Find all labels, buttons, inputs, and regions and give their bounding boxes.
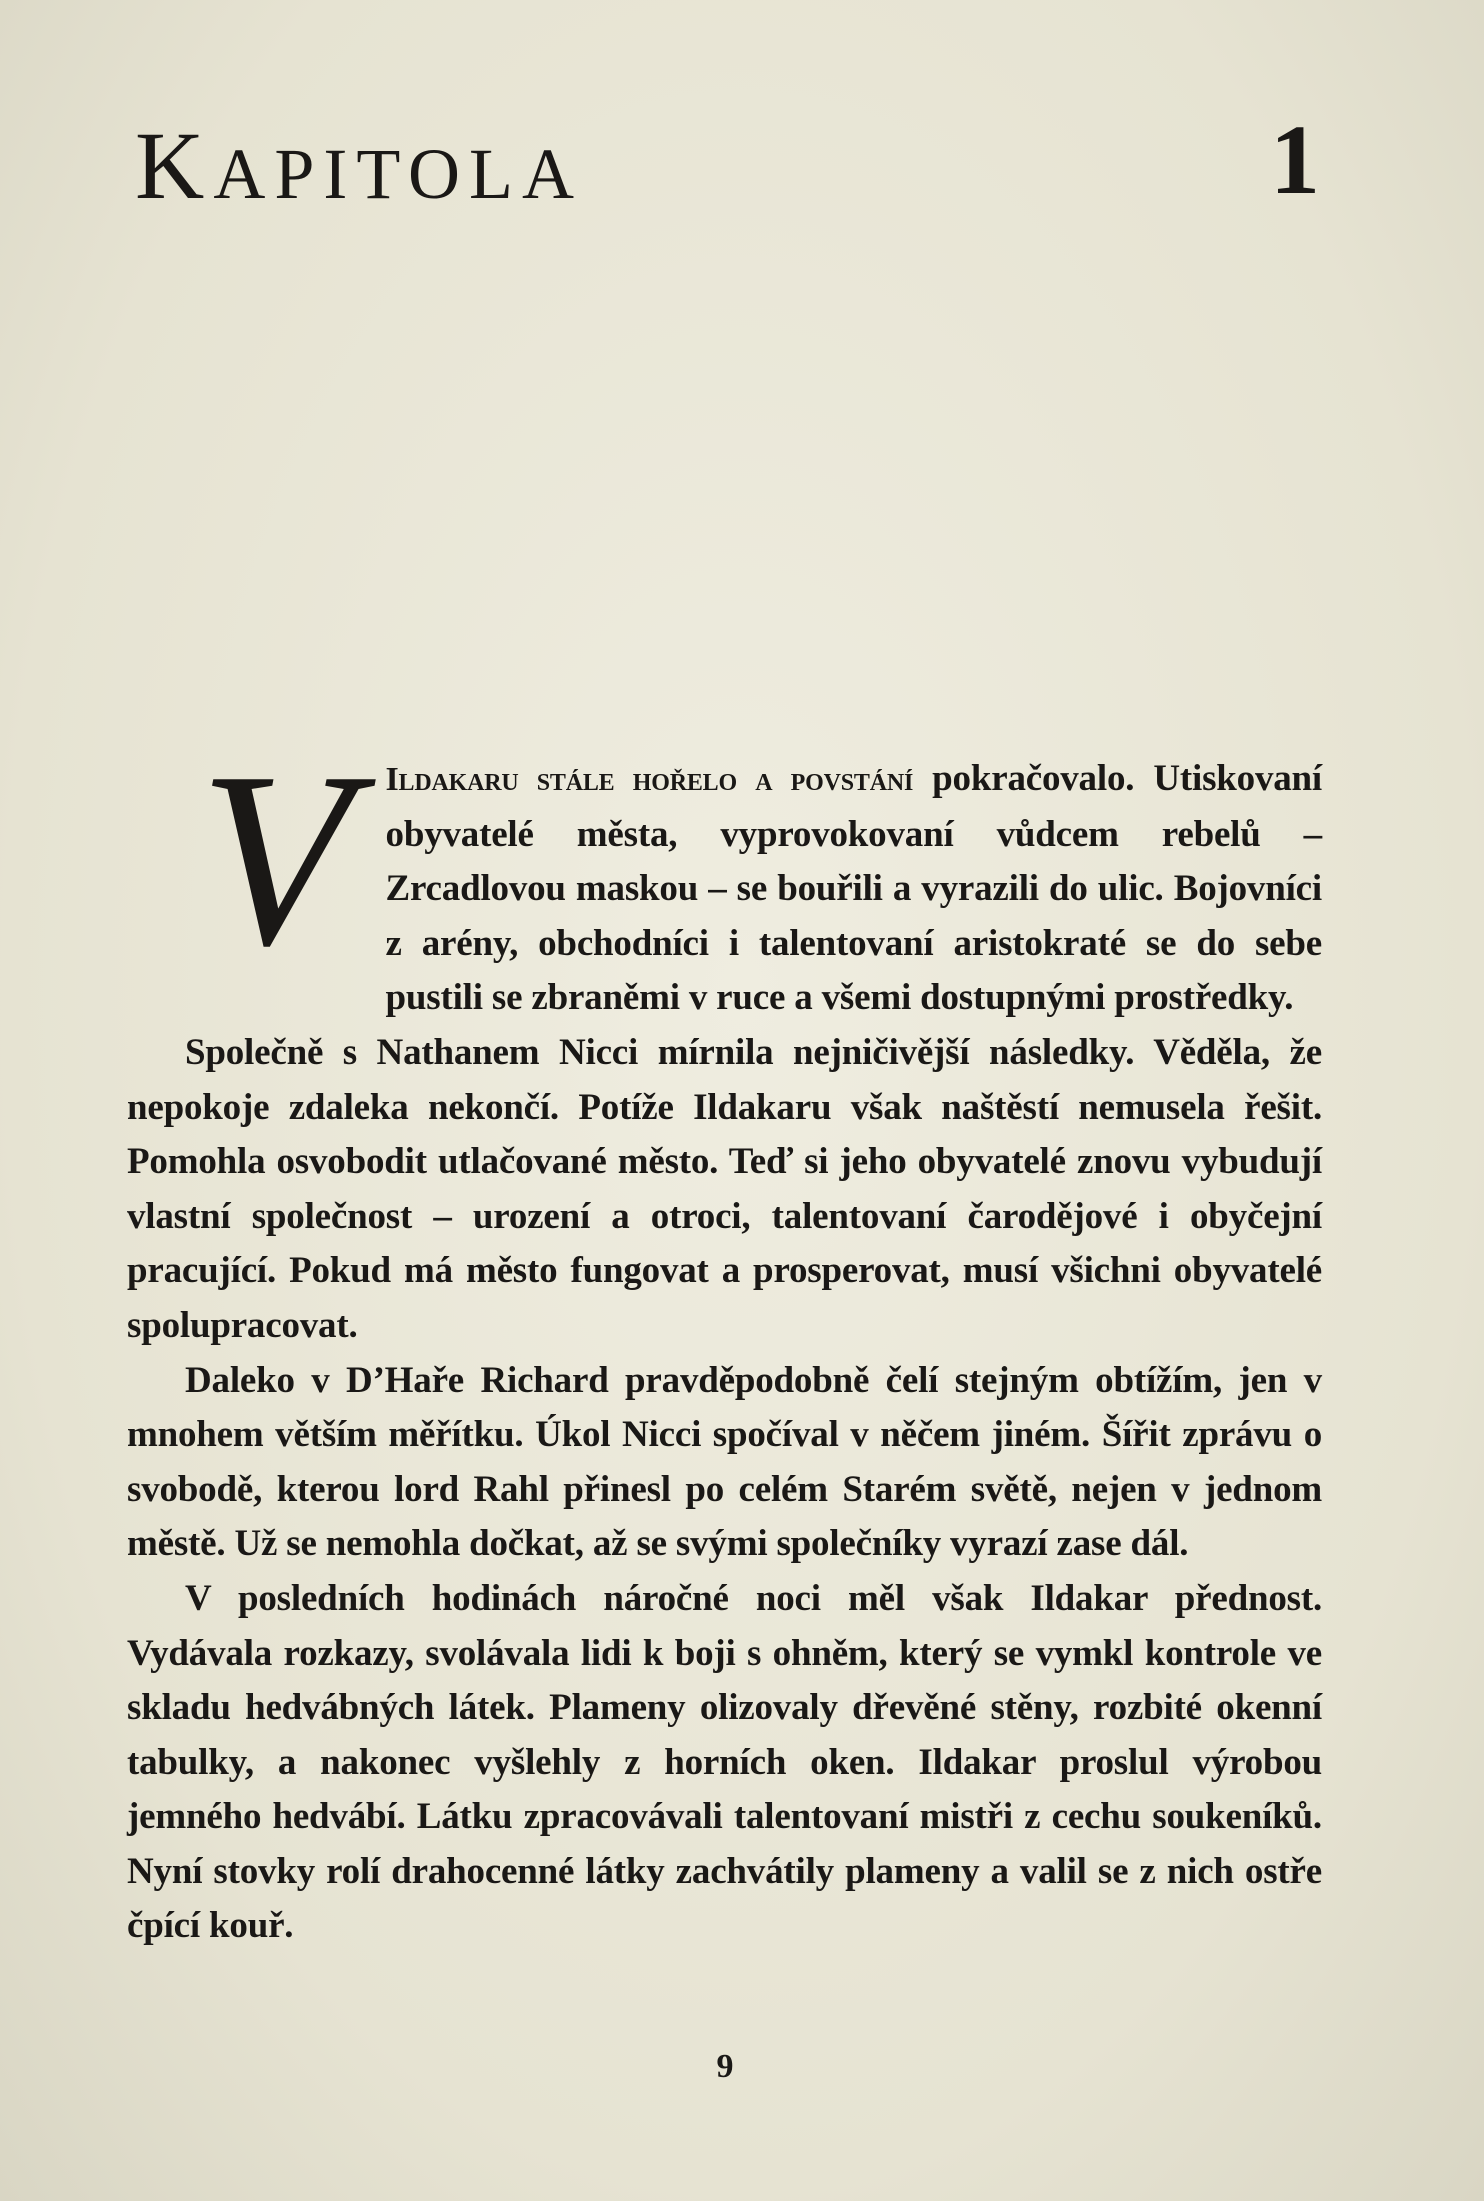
paragraph-1 xyxy=(127,721,1322,1026)
chapter-heading xyxy=(135,104,1320,219)
paragraph-1-text: pokračovalo. Utiskovaní obyvatelé města, vyprovokovaní vůdcem rebelů – Zrcadlovou maskou – se bouřili a vyrazili do ulic. Bojovníci z arény, obchodníci i talentovaní aristokraté se do sebe pustili se zbraněmi v ruce a všemi dostupnými prostředky. xyxy=(385,758,1322,1019)
paragraph-2: Společně s Nathanem Nicci mírnila nejničivější následky. Věděla, že nepokoje zdaleka nekončí. Potíže Ildakaru však naštěstí nemusela řešit. Pomohla osvobodit utlačované město. Teď si jeho obyvatelé znovu vybudují vlastní společnost – urození a otroci, talentovaní čarodějové i obyčejní pracující. Pokud má město fungovat a prosperovat, musí všichni obyvatelé spolupracovat. xyxy=(127,1031,1322,1346)
paragraph-4: V posledních hodinách náročné noci měl však Ildakar přednost. Vydávala rozkazy, svolávala lidi k boji s ohněm, který se vymkl kontrole ve skladu hedvábných látek. Plameny olizovaly dřevěné stěny, rozbité okenní tabulky, a nakonec vyšlehly z horních oken. Ildakar proslul výrobou jemného hedvábí. Látku zpracovávali talentovaní mistři z cechu soukeníků. Nyní stovky rolí drahocenné látky zachvátily plameny a valil se z nich ostře čpící kouř. xyxy=(127,1577,1322,1947)
drop-cap-letter: V xyxy=(199,721,352,998)
page-number: 9 xyxy=(716,2048,734,2085)
chapter-body xyxy=(127,721,1322,1954)
lead-in-small-caps: Ildakaru stále hořelo a povstání xyxy=(385,761,914,798)
chapter-number: 1 xyxy=(1270,104,1320,215)
chapter-title-rest: APITOLA xyxy=(213,134,583,214)
paragraph-3: Daleko v D’Haře Richard pravděpodobně čelí stejným obtížím, jen v mnohem větším měřítku. Úkol Nicci spočíval v něčem jiném. Šířit zprávu o svobodě, kterou lord Rahl přinesl po celém Starém světě, nejen v jednom městě. Už se nemohla dočkat, až se svými společníky vyrazí zase dál. xyxy=(127,1359,1322,1565)
chapter-title xyxy=(135,112,583,219)
chapter-title-initial: K xyxy=(135,112,214,219)
